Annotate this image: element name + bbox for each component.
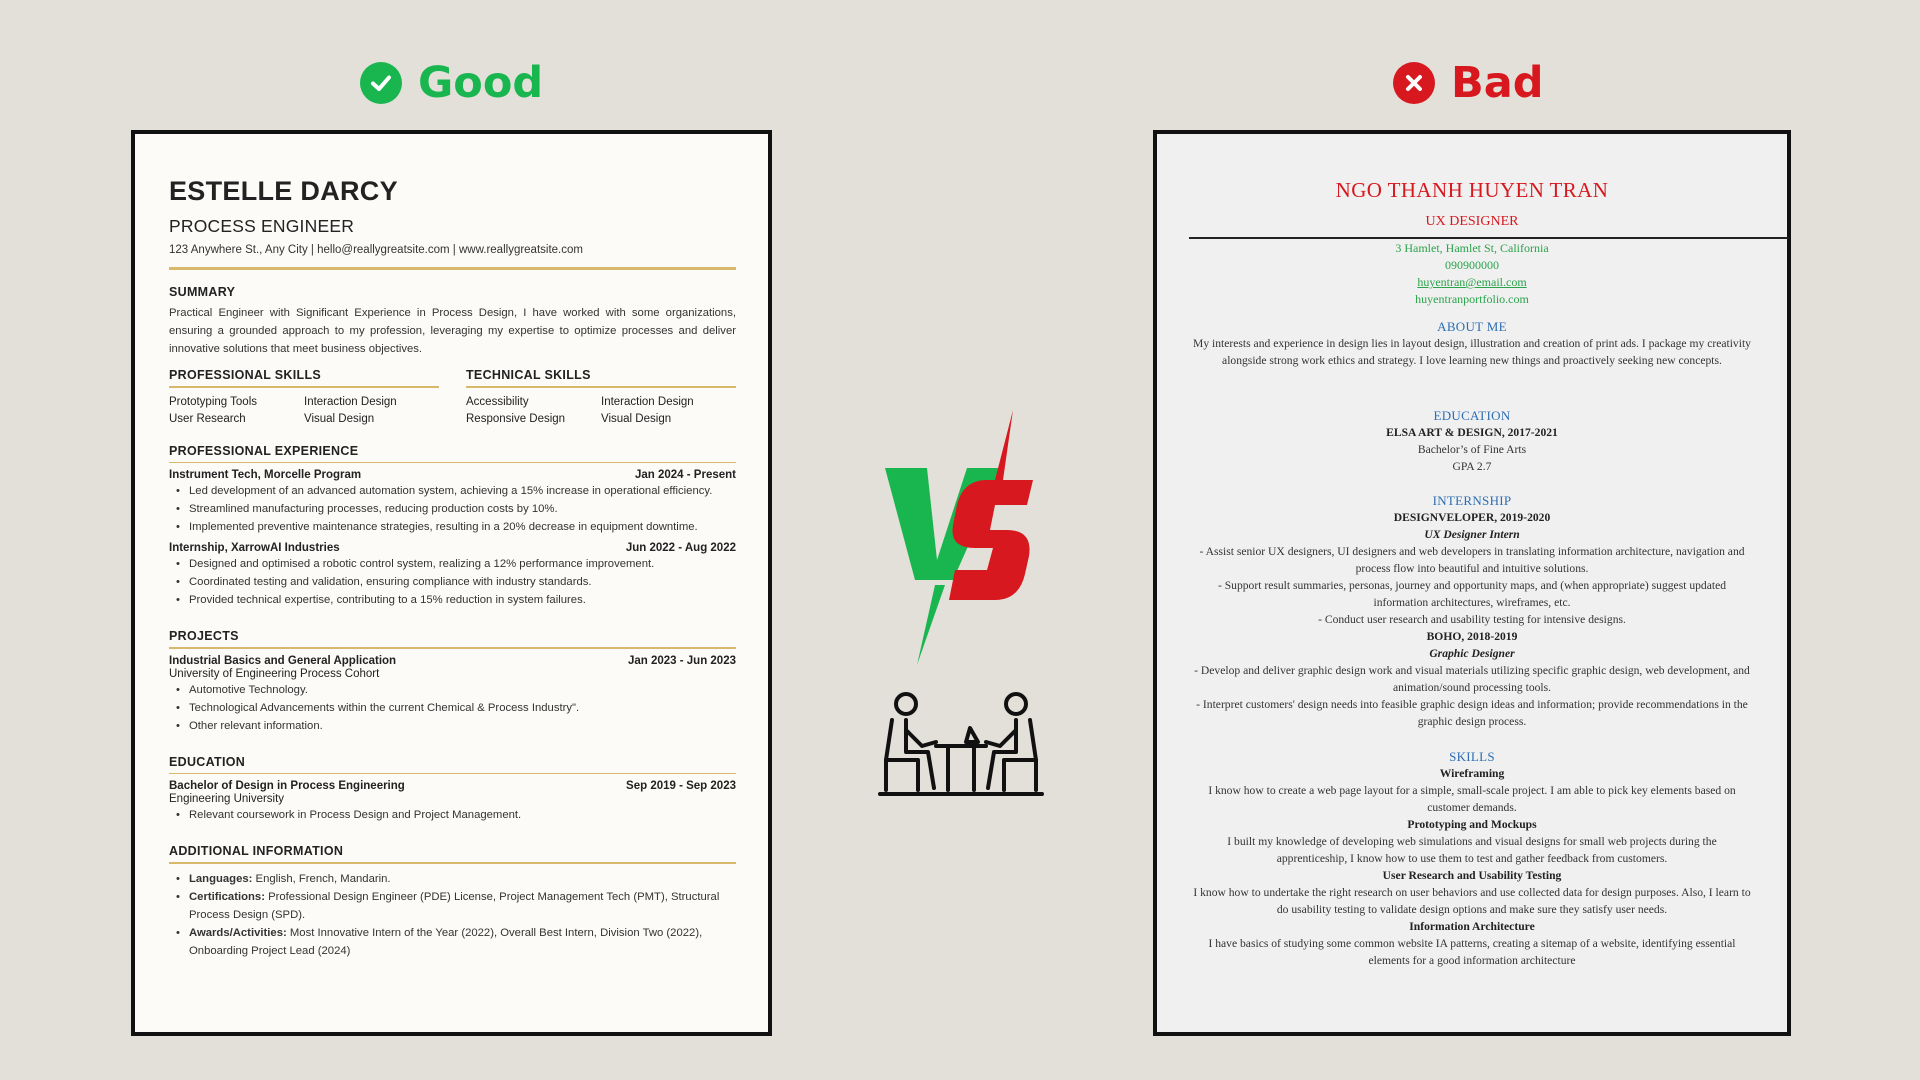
skill-item: Visual Design [304, 412, 375, 425]
job-role: Instrument Tech, Morcelle Program [169, 469, 362, 481]
interview-people-icon [878, 690, 1044, 800]
section-rule [466, 386, 736, 388]
experience-heading: PROFESSIONAL EXPERIENCE [169, 443, 359, 458]
list-item: • Designed and optimised a robotic control system, realizing a 12% performance improvement. [189, 555, 736, 573]
job-bullets [189, 482, 736, 536]
skills-section [169, 368, 736, 428]
skill-item: Accessibility [466, 395, 529, 408]
skill-text: I know how to create a web page layout for a simple, small-scale project. I am able to pick key elements based on customer demands. [1208, 784, 1736, 814]
list-item: - Assist senior UX designers, UI designers and web developers in translating information architecture, navigation and process flow into beautiful and intuitive solutions. [1199, 545, 1745, 575]
x-circle-icon [1393, 62, 1435, 104]
additional-label: Languages: [189, 872, 253, 885]
additional-text: Professional Design Engineer (PDE) License, Project Management Tech (PMT), Structural Process Design (SPD). [189, 890, 720, 921]
list-item: • Implemented preventive maintenance strategies, resulting in a 20% decrease in equipment downtime. [189, 518, 736, 536]
professional-skills [169, 368, 439, 428]
skill-item: Interaction Design [304, 395, 397, 408]
skill-item: User Research [169, 412, 246, 425]
education-degree: Bachelor of Design in Process Engineering [169, 780, 405, 792]
project-title: Industrial Basics and General Application [169, 654, 397, 667]
resume-name: NGO THANH HUYEN TRAN [1335, 178, 1609, 202]
bad-resume [1153, 130, 1791, 1036]
section-rule [169, 647, 736, 649]
list-item: - Conduct user research and usability testing for intensive designs. [1318, 613, 1626, 626]
skill-name: Information Architecture [1409, 920, 1535, 933]
internship-heading: INTERNSHIP [1432, 493, 1512, 508]
skill-text: I have basics of studying some common website IA patterns, creating a sitemap of a website, identifying essential elements for a good information architecture [1208, 937, 1736, 967]
list-item: - Interpret customers' design needs into feasible graphic design ideas and information; provide recommendations in the graphic design process. [1196, 698, 1748, 728]
additional-label: Certifications: [189, 890, 265, 903]
education-section [1157, 407, 1787, 475]
summary-text: Practical Engineer with Significant Experience in Process Design, I have worked with some organizations, ensuring a grounded approach to my profession, leveraging my expertise to optimize processes and deliver innovative solutions that meet business objectives. [169, 307, 736, 355]
vs-graphic [875, 410, 1040, 670]
additional-heading: ADDITIONAL INFORMATION [169, 844, 344, 858]
resume-contact: 123 Anywhere St., Any City | hello@reallygreatsite.com | www.reallygreatsite.com [169, 244, 583, 256]
contact-phone: 090900000 [1445, 258, 1499, 272]
project-org: University of Engineering Process Cohort [169, 667, 380, 680]
additional-text: English, French, Mandarin. [252, 872, 391, 885]
education-degree: Bachelor’s of Fine Arts [1417, 443, 1527, 456]
additional-text: Most Innovative Intern of the Year (2022), Overall Best Intern, Division Two (2022), Onboarding Project Lead (2024) [189, 926, 703, 957]
list-item: • Led development of an advanced automation system, achieving a 15% increase in operational efficiency. [189, 482, 736, 500]
bad-label: Bad [1451, 58, 1544, 108]
contact-email: hello@reallygreatsite.com [317, 244, 450, 256]
additional-label: Awards/Activities: [189, 926, 287, 939]
technical-skills-heading: TECHNICAL SKILLS [466, 368, 591, 382]
list-item [189, 924, 736, 960]
list-item: - Support result summaries, personas, journey and opportunity maps, and (when appropriate) suggest updated information architectures, wireframes, etc. [1217, 579, 1727, 609]
list-item [189, 888, 736, 924]
education-school: ELSA ART & DESIGN, 2017-2021 [1386, 426, 1558, 439]
list-item: • Other relevant information. [189, 717, 736, 735]
list-item: • Coordinated testing and validation, ensuring compliance with industry standards. [189, 573, 736, 591]
project-dates: Jan 2023 - Jun 2023 [627, 654, 736, 667]
internship-section [1157, 492, 1787, 730]
additional-list [189, 870, 736, 960]
job-role: Internship, XarrowAI Industries [169, 542, 340, 554]
list-item: • Streamlined manufacturing processes, reducing production costs by 10%. [189, 500, 736, 518]
education-heading: EDUCATION [1433, 408, 1511, 423]
resume-name: ESTELLE DARCY [169, 176, 398, 206]
company-role: Graphic Designer [1429, 647, 1515, 660]
list-item [189, 870, 736, 888]
company-name: BOHO, 2018-2019 [1426, 630, 1518, 643]
section-rule [169, 862, 736, 864]
list-item: • Provided technical expertise, contributing to a 15% reduction in system failures. [189, 591, 736, 609]
education-dates: Sep 2019 - Sep 2023 [626, 780, 736, 792]
gold-divider [169, 267, 736, 270]
skill-item: Visual Design [601, 412, 672, 425]
about-text: My interests and experience in design lies in layout design, illustration and creation of print ads. I package my creativity alongside strong work ethics and strategy. I love learning new things and proactively seeking new concepts. [1193, 337, 1751, 367]
good-label: Good [418, 58, 544, 108]
skills-section [1157, 748, 1787, 969]
education-school: Engineering University [169, 793, 285, 805]
skill-item: Prototyping Tools [169, 395, 258, 408]
skill-name: Wireframing [1439, 767, 1505, 780]
section-rule [169, 462, 736, 464]
section-rule [169, 386, 439, 388]
summary-heading: SUMMARY [169, 285, 236, 299]
contact-address: 123 Anywhere St., Any City [169, 244, 308, 256]
skill-name: User Research and Usability Testing [1382, 869, 1562, 882]
projects-heading: PROJECTS [169, 629, 239, 643]
skills-heading: SKILLS [1449, 749, 1495, 764]
job-bullets [189, 555, 736, 609]
skill-name: Prototyping and Mockups [1407, 818, 1537, 831]
bad-header [1393, 58, 1544, 108]
resume-title: UX DESIGNER [1425, 214, 1519, 229]
contact-email[interactable]: huyentran@email.com [1417, 275, 1527, 289]
contact-website: www.reallygreatsite.com [458, 244, 583, 256]
education-gpa: GPA 2.7 [1452, 460, 1492, 473]
resume-title: PROCESS ENGINEER [169, 216, 355, 236]
education-header [169, 780, 736, 792]
skill-text: I know how to undertake the right research on user behaviors and use collected data for design purposes. Also, I learn to do usability testing to validate design options and make sure they satisfy user needs. [1193, 886, 1751, 916]
job-dates: Jan 2024 - Present [634, 469, 736, 481]
list-item: • Technological Advancements within the current Chemical & Process Industry". [189, 699, 736, 717]
resume-contact [1157, 240, 1787, 308]
skill-text: I built my knowledge of developing web simulations and visual designs for small web projects during the apprenticeship, I know how to use them to test and gather feedback from customers. [1227, 835, 1717, 865]
list-item: - Develop and deliver graphic design work and visual materials utilizing specific graphic design, web development, and animation/sound processing tools. [1194, 664, 1750, 694]
professional-skills-heading: PROFESSIONAL SKILLS [169, 368, 322, 382]
education-heading: EDUCATION [169, 754, 246, 769]
header-divider [1189, 237, 1789, 239]
job-dates: Jun 2022 - Aug 2022 [625, 542, 736, 554]
company-name: DESIGNVELOPER, 2019-2020 [1393, 511, 1551, 524]
project-header [169, 655, 736, 667]
skill-item: Interaction Design [601, 395, 694, 408]
about-heading: ABOUT ME [1437, 319, 1507, 334]
section-rule [169, 773, 736, 775]
skill-item: Responsive Design [466, 412, 566, 425]
about-section [1157, 318, 1787, 369]
education-bullets [189, 806, 736, 824]
contact-address: 3 Hamlet, Hamlet St, California [1395, 241, 1549, 255]
list-item: • Automotive Technology. [189, 681, 736, 699]
job-header [169, 542, 736, 554]
contact-website: huyentranportfolio.com [1415, 292, 1529, 306]
good-resume [131, 130, 772, 1036]
check-circle-icon [360, 62, 402, 104]
list-item: • Relevant coursework in Process Design and Project Management. [189, 806, 736, 824]
good-header [360, 58, 543, 108]
project-bullets [189, 681, 736, 735]
company-role: UX Designer Intern [1424, 528, 1520, 541]
job-header [169, 469, 736, 481]
technical-skills [466, 368, 736, 428]
